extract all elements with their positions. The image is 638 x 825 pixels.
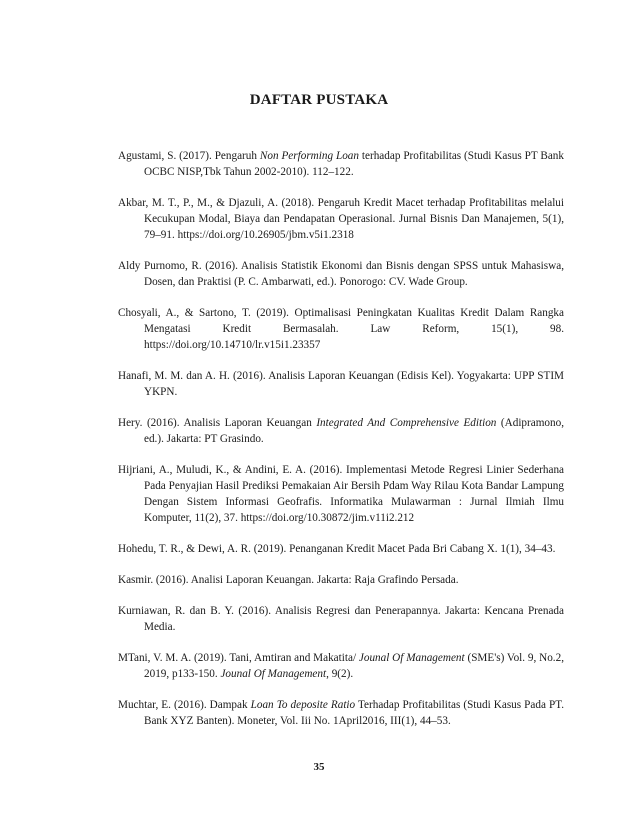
- reference-item: Kasmir. (2016). Analisi Laporan Keuangan. Jakarta: Raja Grafindo Persada.: [118, 574, 459, 586]
- reference-list: [118, 148, 564, 744]
- reference-item: Hery. (2016). Analisis Laporan Keuangan Integrated And Comprehensive Edition (Adipramono, ed.). Jakarta: PT Grasindo.: [118, 417, 564, 445]
- reference-item: Hohedu, T. R., & Dewi, A. R. (2019). Penanganan Kredit Macet Pada Bri Cabang X. 1(1), 34–43.: [118, 543, 556, 555]
- reference-item: Hanafi, M. M. dan A. H. (2016). Analisis Laporan Keuangan (Edisis Kel). Yogyakarta: UPP STIM YKPN.: [118, 370, 564, 398]
- reference-item: MTani, V. M. A. (2019). Tani, Amtiran and Makatita/ Jounal Of Management (SME's) Vol. 9, No.2, 2019, p133-150. Jounal Of Management, 9(2).: [118, 652, 564, 680]
- reference-item: Chosyali, A., & Sartono, T. (2019). Optimalisasi Peningkatan Kualitas Kredit Dalam Rangka Mengatasi Kredit Bermasalah. Law Reform, 15(1), 98. https://doi.org/10.14710/lr.v15i1.23357: [118, 307, 564, 351]
- reference-item: Aldy Purnomo, R. (2016). Analisis Statistik Ekonomi dan Bisnis dengan SPSS untuk Mahasiswa, Dosen, dan Praktisi (P. C. Ambarwati, ed.). Ponorogo: CV. Wade Group.: [118, 260, 564, 288]
- page-number: 35: [313, 761, 325, 773]
- page-title: DAFTAR PUSTAKA: [249, 92, 389, 108]
- reference-item: Muchtar, E. (2016). Dampak Loan To deposite Ratio Terhadap Profitabilitas (Studi Kasus Pada PT. Bank XYZ Banten). Moneter, Vol. Iii No. 1April2016, III(1), 44–53.: [118, 699, 565, 727]
- reference-item: Agustami, S. (2017). Pengaruh Non Performing Loan terhadap Profitabilitas (Studi Kasus PT Bank OCBC NISP,Tbk Tahun 2002-2010). 112–122.: [118, 150, 564, 178]
- reference-item: Kurniawan, R. dan B. Y. (2016). Analisis Regresi dan Penerapannya. Jakarta: Kencana Prenada Media.: [118, 605, 564, 633]
- reference-item: Akbar, M. T., P., M., & Djazuli, A. (2018). Pengaruh Kredit Macet terhadap Profitabilitas melalui Kecukupan Modal, Biaya dan Pendapatan Operasional. Jurnal Bisnis Dan Manajemen, 5(1), 79–91. https://doi.org/10.26905/jbm.v5i1.2318: [118, 197, 564, 241]
- reference-item: Hijriani, A., Muludi, K., & Andini, E. A. (2016). Implementasi Metode Regresi Linier Sederhana Pada Penyajian Hasil Prediksi Pemakaian Air Bersih Pdam Way Rilau Kota Bandar Lampung Dengan Sistem Informasi Geofrafis. Informatika Mulawarman : Jurnal Ilmiah Ilmu Komputer, 11(2), 37. https://doi.org/10.30872/jim.v11i2.212: [118, 464, 564, 524]
